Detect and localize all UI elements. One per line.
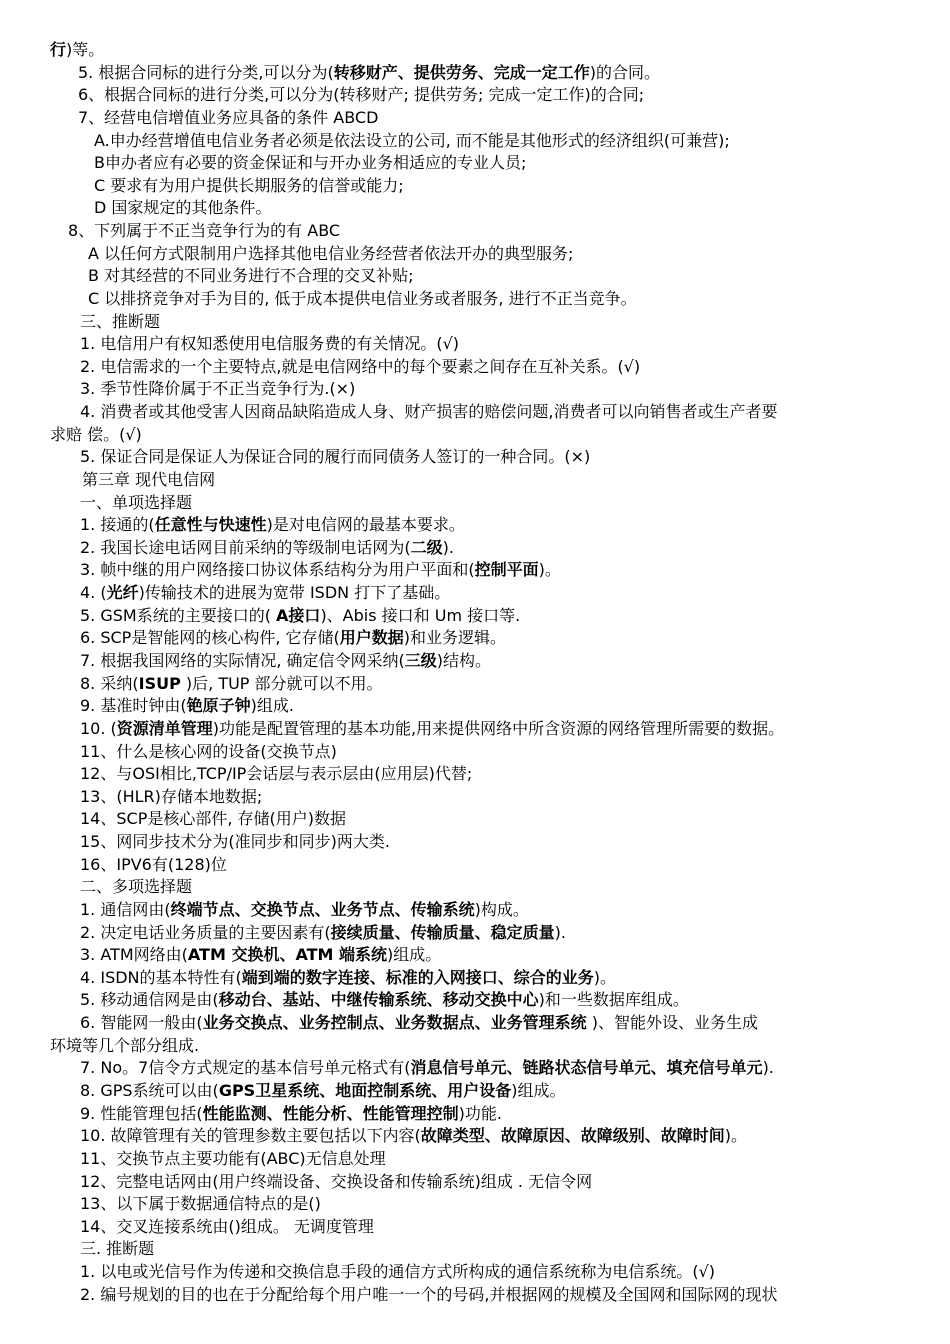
text-line [80,1104,502,1124]
line-text: 5. GSM系统的主要接口的( [80,605,277,625]
text-line [80,742,337,762]
line-text: )是对电信网的最基本要求。 [266,515,465,535]
text-line [94,198,271,218]
text-line [80,1217,374,1237]
line-text: )后, TUP 部分就可以不用。 [180,673,383,693]
text-line [80,334,459,354]
line-text: )等。 [66,40,105,59]
line-text: )的合同。 [589,62,660,82]
text-line [80,1172,592,1192]
line-text: 11、交换节点主要功能有(ABC)无信息处理 [80,1148,386,1168]
bold-answer-text: A接口 [276,605,321,625]
bold-answer-text: 转移财产、提供劳务、完成一定工作 [333,62,590,82]
line-text: 求赔 偿。(√) [50,424,142,444]
line-text: )组成。 [511,1080,566,1100]
text-line [80,651,491,671]
text-line [78,63,660,83]
line-text: ). [554,922,566,942]
line-text: )组成。 [387,945,442,965]
text-line [80,877,192,897]
text-line [80,1013,758,1033]
line-text: 5. 保证合同是保证人为保证合同的履行而同债务人签订的一种合同。(×) [80,447,591,467]
line-text: 2. 决定电话业务质量的主要因素有( [80,922,331,942]
line-text: 一、单项选择题 [80,492,193,512]
bold-answer-text: 用户数据 [339,628,404,648]
text-line [80,402,777,422]
bold-answer-text: 移动台、基站、中继传输系统、移动交换中心 [218,990,539,1010]
text-line [80,357,640,377]
line-text: 7. No。7信令方式规定的基本信号单元格式有( [80,1058,411,1078]
line-text: 1. 以电或光信号作为传递和交换信息手段的通信方式所构成的通信系统称为电信系统。(√) [80,1262,716,1282]
line-text: 13、(HLR)存储本地数据; [80,786,263,806]
text-line [80,696,294,716]
text-line [78,85,644,105]
line-text: 6. 智能网一般由( [80,1013,203,1033]
text-line [80,560,561,580]
line-text: 三、推断题 [80,311,161,331]
line-text: 5. 根据合同标的进行分类,可以分为( [78,62,334,82]
text-line [80,538,454,558]
line-text: 8. GPS系统可以由( [80,1080,219,1100]
text-line [68,221,340,241]
line-text: 12、与OSI相比,TCP/IP会话层与表示层由(应用层)代替; [80,764,473,784]
bold-answer-text: ATM 交换机、ATM 端系统 [187,945,387,965]
text-line [80,1262,715,1282]
line-text: B申办者应有必要的资金保证和与开办业务相适应的专业人员; [94,153,527,173]
bold-answer-text: 三级 [404,651,437,670]
line-text: ). [762,1058,774,1078]
text-line [80,900,529,920]
text-line [80,923,566,943]
line-text: 10. 故障管理有关的管理参数主要包括以下内容( [80,1126,421,1146]
text-line [78,108,378,128]
text-line [80,312,160,332]
text-line [80,1081,565,1101]
text-line [80,379,355,399]
text-line [80,1126,747,1146]
text-line [80,968,616,988]
bold-answer-text: 光纤 [106,583,139,603]
bold-answer-text: 行 [50,40,67,59]
text-line [80,515,465,535]
line-text: )。 [724,1126,748,1146]
text-line [80,447,590,467]
line-text: 1. 接通的( [80,515,155,535]
line-text: 9. 基准时钟由( [80,696,187,716]
line-text: )、Abis 接口和 Um 接口等. [320,605,521,625]
text-line [80,945,441,965]
line-text: ). [442,537,454,557]
line-text: 7. 根据我国网络的实际情况, 确定信令网采纳( [80,651,405,670]
text-line [50,40,104,60]
text-line [80,832,390,852]
text-line [80,628,506,648]
line-text: 环境等几个部分组成. [50,1035,200,1055]
bold-answer-text: 业务交换点、业务控制点、业务数据点、业务管理系统 [202,1013,587,1033]
bold-answer-text: 端到端的数字连接、标准的入网接口、综合的业务 [241,967,594,987]
line-text: )构成。 [474,899,529,919]
line-text: )、智能外设、业务生成 [586,1013,758,1033]
bold-answer-text: ISUP [138,673,181,693]
line-text: 2. 我国长途电话网目前采纳的等级制电话网为( [80,537,411,557]
text-line [80,787,262,807]
bold-answer-text: 消息信号单元、链路状态信号单元、填充信号单元 [410,1058,763,1078]
line-text: )和业务逻辑。 [403,628,507,648]
text-line [80,764,472,784]
bold-answer-text: 终端节点、交换节点、业务节点、传输系统 [170,899,475,919]
line-text: )。 [538,560,561,580]
line-text: 7、经营电信增值业务应具备的条件 ABCD [78,107,379,127]
line-text: 二、多项选择题 [80,877,193,897]
line-text: B 对其经营的不同业务进行不合理的交叉补贴; [88,266,414,286]
line-text: 4. ISDN的基本特性有( [80,967,242,987]
text-line [80,809,346,829]
line-text: 6、根据合同标的进行分类,可以分为(转移财产; 提供劳务; 完成一定工作)的合同; [78,85,645,105]
text-line [80,1285,777,1305]
line-text: )传输技术的进展为宽带 ISDN 打下了基础。 [138,583,451,603]
text-line [80,719,784,739]
line-text: )结构。 [436,651,492,670]
bold-answer-text: GPS卫星系统、地面控制系统、用户设备 [218,1080,512,1100]
line-text: C 以排挤竞争对手为目的, 低于成本提供电信业务或者服务, 进行不正当竞争。 [88,288,637,308]
text-line [80,855,227,875]
line-text: 1. 通信网由( [80,899,171,919]
line-text: )和一些数据库组成。 [538,990,689,1010]
bold-answer-text: 铯原子钟 [186,696,251,716]
text-line [88,266,413,286]
text-line [94,176,404,196]
line-text: 15、网同步技术分为(准同步和同步)两大类. [80,832,390,852]
line-text: 3. 帧中继的用户网络接口协议体系结构分为用户平面和( [80,560,475,580]
line-text: D 国家规定的其他条件。 [94,198,272,218]
line-text: 9. 性能管理包括( [80,1103,203,1123]
line-text: 6. SCP是智能网的核心构件, 它存储( [80,628,340,648]
line-text: 2. 编号规划的目的也在于分配给每个用户唯一一个的号码,并根据网的规模及全国网和国际网的现状 [80,1284,778,1304]
line-text: A.申办经营增值电信业务者必须是依法设立的公司, 而不能是其他形式的经济组织(可兼营); [94,130,730,150]
bold-answer-text: 性能监测、性能分析、性能管理控制 [202,1103,459,1123]
line-text: 3. 季节性降价属于不正当竞争行为.(×) [80,379,356,399]
text-line [80,1149,386,1169]
line-text: )功能是配置管理的基本功能,用来提供网络中所含资源的网络管理所需要的数据。 [212,718,785,738]
text-line [80,1239,154,1259]
line-text: 8、下列属于不正当竞争行为的有 ABC [68,221,341,241]
line-text: 12、完整电话网由(用户终端设备、交换设备和传输系统)组成 . 无信令网 [80,1171,593,1191]
line-text: )功能. [458,1103,502,1123]
text-line [88,244,573,264]
line-text: 11、什么是核心网的设备(交换节点) [80,741,337,761]
line-text: A 以任何方式限制用户选择其他电信业务经营者依法开办的典型服务; [88,243,574,263]
text-line [80,674,383,694]
line-text: 1. 电信用户有权知悉使用电信服务费的有关情况。(√) [80,334,460,354]
bold-answer-text: 接续质量、传输质量、稳定质量 [330,922,555,942]
text-line [50,425,142,445]
line-text: )。 [593,967,617,987]
text-line [80,990,689,1010]
line-text: 4. 消费者或其他受害人因商品缺陷造成人身、财产损害的赔偿问题,消费者可以向销售者或生产者要 [80,402,778,422]
line-text: 2. 电信需求的一个主要特点,就是电信网络中的每个要素之间存在互补关系。(√) [80,356,641,376]
line-text: 14、SCP是核心部件, 存储(用户)数据 [80,809,346,829]
text-line [94,153,526,173]
text-line [80,493,192,513]
line-text: C 要求有为用户提供长期服务的信誉或能力; [94,175,404,195]
line-text: 3. ATM网络由( [80,945,188,965]
line-text: 5. 移动通信网是由( [80,990,219,1010]
line-text: 第三章 现代电信网 [82,469,216,489]
text-line [82,470,215,490]
line-text: 16、IPV6有(128)位 [80,854,227,874]
line-text: 13、以下属于数据通信特点的是() [80,1194,321,1214]
line-text: 三. 推断题 [80,1239,155,1259]
line-text: 8. 采纳( [80,673,139,693]
text-line [80,583,450,603]
bold-answer-text: 故障类型、故障原因、故障级别、故障时间 [420,1126,725,1146]
bold-answer-text: 任意性与快速性 [154,515,267,535]
bold-answer-text: 控制平面 [474,560,539,580]
line-text: 10. ( [80,718,117,738]
text-line [80,1058,774,1078]
text-line [50,1036,199,1056]
text-line [94,131,730,151]
text-line [88,289,637,309]
line-text: )组成. [250,696,294,716]
bold-answer-text: 资源清单管理 [116,718,213,738]
text-line [80,606,520,626]
line-text: 14、交叉连接系统由()组成。 无调度管理 [80,1216,374,1236]
text-line [80,1194,321,1214]
bold-answer-text: 二级 [410,537,443,557]
line-text: 4. ( [80,583,107,603]
